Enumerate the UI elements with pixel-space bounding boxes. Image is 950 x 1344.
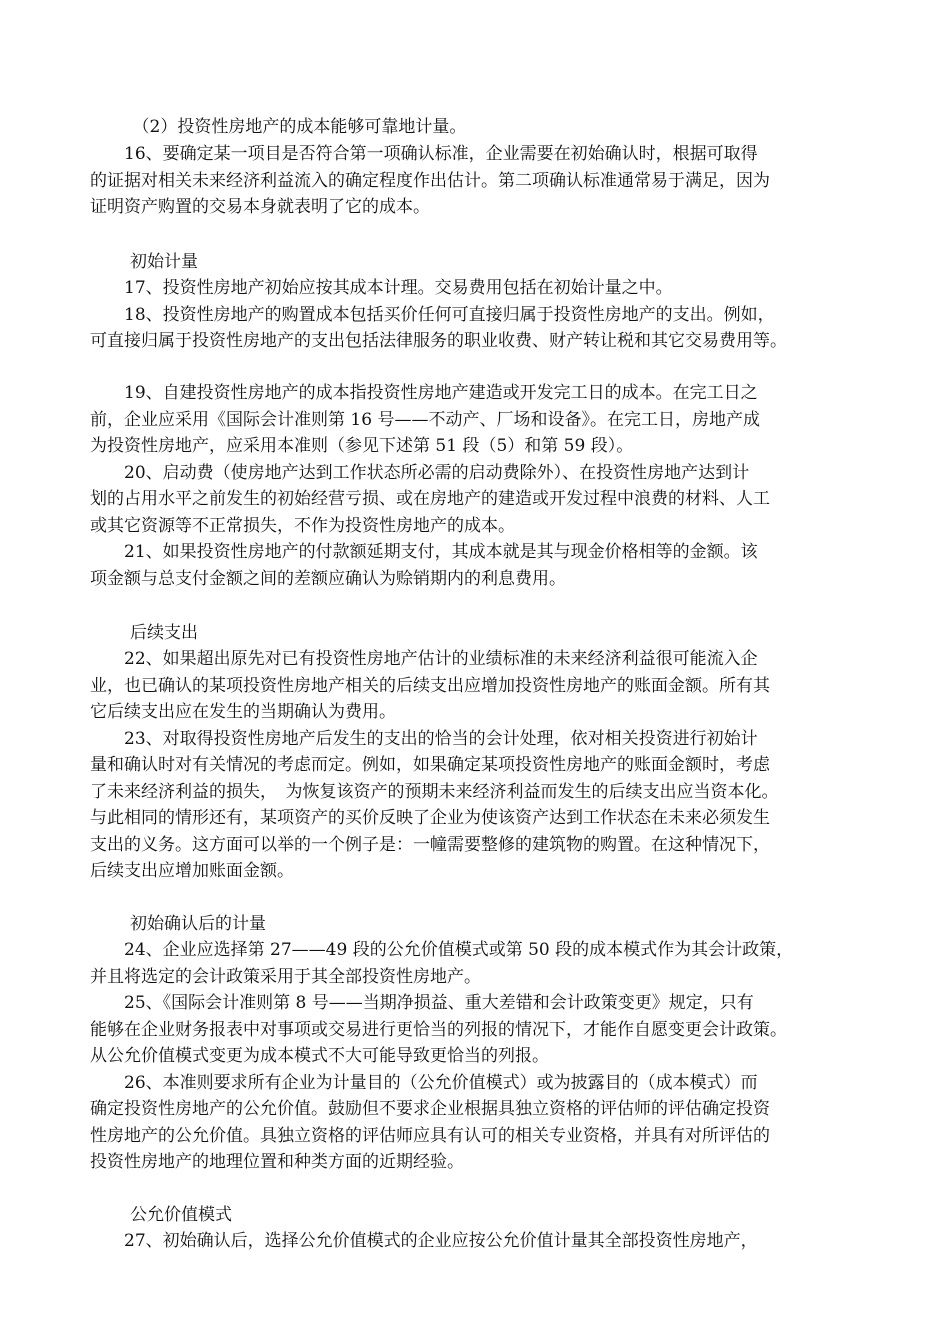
text-line: 18、投资性房地产的购置成本包括买价任何可直接归属于投资性房地产的支出。例如， [90, 304, 775, 325]
text-line: 它后续支出应在发生的当期确认为费用。 [90, 702, 396, 722]
section-heading: 公允价值模式 [130, 1205, 232, 1225]
section-heading: 后续支出 [130, 623, 198, 643]
text-line: 支出的义务。这方面可以举的一个例子是：一幢需要整修的建筑物的购置。在这种情况下， [90, 834, 770, 855]
text-line: 划的占用水平之前发生的初始经营亏损、或在房地产的建造或开发过程中浪费的材料、人工 [90, 489, 770, 509]
text-line: 投资性房地产的地理位置和种类方面的近期经验。 [90, 1152, 464, 1172]
text-line: 性房地产的公允价值。具独立资格的评估师应具有认可的相关专业资格，并具有对所评估的 [90, 1125, 770, 1146]
text-line: 前，企业应采用《国际会计准则第 16 号——不动产、厂场和设备》。在完工日，房地产成 [90, 409, 760, 430]
paragraph [90, 646, 880, 885]
text-line: 证明资产购置的交易本身就表明了它的成本。 [90, 197, 430, 217]
text-line: 业，也已确认的某项投资性房地产相关的后续支出应增加投资性房地产的账面金额。所有其 [90, 675, 770, 696]
text-line: 27、初始确认后，选择公允价值模式的企业应按公允价值计量其全部投资性房地产， [90, 1231, 758, 1251]
paragraph [90, 114, 880, 141]
text-line: 26、本准则要求所有企业为计量目的（公允价值模式）或为披露目的（成本模式）而 [90, 1072, 758, 1093]
text-line: 17、投资性房地产初始应按其成本计理。交易费用包括在初始计量之中。 [90, 278, 673, 298]
text-line: 项金额与总支付金额之间的差额应确认为赊销期内的利息费用。 [90, 568, 566, 589]
paragraph [90, 937, 880, 1176]
text-line: 22、如果超出原先对已有投资性房地产估计的业绩标准的未来经济利益很可能流入企 [90, 649, 758, 669]
text-line: 与此相同的情形还有，某项资产的买价反映了企业为使该资产达到工作状态在未来必须发生 [90, 808, 770, 828]
paragraph [90, 1228, 880, 1255]
text-line: 25、《国际会计准则第 8 号——当期净损益、重大差错和会计政策变更》规定，只有 [90, 993, 754, 1013]
text-line: 21、如果投资性房地产的付款额延期支付，其成本就是其与现金价格相等的金额。该 [90, 542, 758, 562]
text-line: 为投资性房地产，应采用本准则（参见下述第 51 段（5）和第 59 段）。 [90, 436, 634, 456]
text-line: 了未来经济利益的损失， 为恢复该资产的预期未来经济利益而发生的后续支出应当资本化。 [90, 781, 779, 802]
text-line: （2）投资性房地产的成本能够可靠地计量。 [90, 117, 467, 137]
text-line: 或其它资源等不正常损失，不作为投资性房地产的成本。 [90, 515, 515, 536]
text-line: 后续支出应增加账面金额。 [90, 861, 294, 881]
paragraph [90, 275, 880, 355]
paragraph [90, 141, 880, 221]
text-line: 确定投资性房地产的公允价值。鼓励但不要求企业根据具独立资格的评估师的评估确定投资 [90, 1099, 770, 1119]
text-line: 从公允价值模式变更为成本模式不大可能导致更恰当的列报。 [90, 1046, 549, 1066]
text-line: 能够在企业财务报表中对事项或交易进行更恰当的列报的情况下，才能作自愿变更会计政策。 [90, 1019, 787, 1040]
text-line: 23、对取得投资性房地产后发生的支出的恰当的会计处理，依对相关投资进行初始计 [90, 728, 758, 749]
section-heading: 初始计量 [130, 252, 198, 272]
section-heading: 初始确认后的计量 [130, 914, 266, 934]
text-line: 19、自建投资性房地产的成本指投资性房地产建造或开发完工日的成本。在完工日之 [90, 383, 758, 403]
text-line: 并且将选定的会计政策采用于其全部投资性房地产。 [90, 966, 481, 987]
text-line: 的证据对相关未来经济利益流入的确定程度作出估计。第二项确认标准通常易于满足，因为 [90, 170, 770, 191]
text-line: 24、企业应选择第 27——49 段的公允价值模式或第 50 段的成本模式作为其会计政策， [90, 940, 794, 960]
text-line: 16、要确定某一项目是否符合第一项确认标准，企业需要在初始确认时，根据可取得 [90, 144, 758, 164]
text-line: 量和确认时对有关情况的考虑而定。例如，如果确定某项投资性房地产的账面金额时，考虑 [90, 755, 770, 775]
text-line: 可直接归属于投资性房地产的支出包括法律服务的职业收费、财产转让税和其它交易费用等。 [90, 331, 787, 351]
paragraph [90, 380, 880, 592]
text-line: 20、启动费（使房地产达到工作状态所必需的启动费除外）、在投资性房地产达到计 [90, 462, 750, 483]
